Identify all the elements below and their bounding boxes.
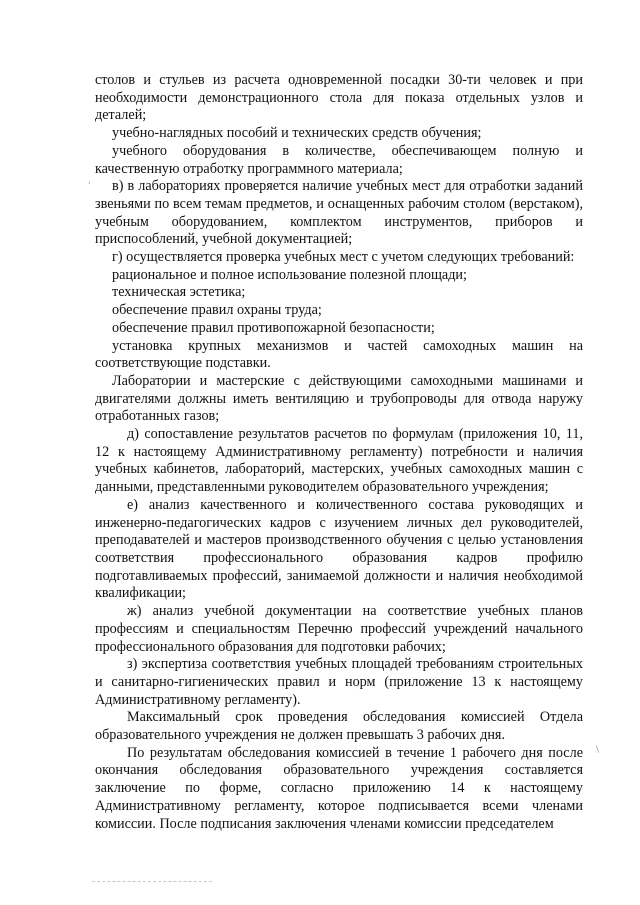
paragraph-1: столов и стульев из расчета одновременной посадки 30-ти человек и при необходимости демонстрационного стола для показа отдельных узлов и деталей; [95, 72, 583, 124]
paragraph-2: учебно-наглядных пособий и технических средств обучения; [112, 125, 482, 142]
paragraph-9: обеспечение правил противопожарной безопасности; [112, 319, 435, 336]
paragraph-6: рациональное и полное использование полезной площади; [112, 266, 467, 283]
scan-edge-line [92, 881, 212, 882]
paragraph-8: обеспечение правил охраны труда; [112, 302, 322, 319]
document-body [95, 72, 583, 833]
paragraph-5: г) осуществляется проверка учебных мест с учетом следующих требований: [112, 249, 575, 266]
paragraph-17: По результатам обследования комиссией в течение 1 рабочего дня после окончания обследования образовательного учреждения составляется заключение по форме, согласно приложению 14 к настоящему Административному регламенту, которое подписывается всеми членами комиссии. После подписания заключения членами комиссии председателем [95, 744, 583, 832]
paragraph-12: д) сопоставление результатов расчетов по формулам (приложения 10, 11, 12 к настоящему Административному регламенту) потребности и наличия учебных кабинетов, лабораторий, мастерских, учебных самоходных машин с данными, представленными руководителем образовательного учреждения; [95, 426, 583, 496]
paragraph-15: з) экспертиза соответствия учебных площадей требованиям строительных и санитарно-гигиенических правил и норм (приложение 13 к настоящему Административному регламенту). [95, 656, 583, 708]
paragraph-11: Лаборатории и мастерские с действующими самоходными машинами и двигателями должны иметь вентиляцию и трубопроводы для отвода наружу отработанных газов; [95, 372, 583, 425]
paragraph-10: установка крупных механизмов и частей самоходных машин на соответствующие подставки. [95, 337, 583, 372]
paragraph-7: техническая эстетика; [112, 284, 246, 301]
paragraph-3: учебного оборудования в количестве, обеспечивающем полную и качественную отработку программного материала; [95, 142, 583, 177]
paragraph-4: в) в лабораториях проверяется наличие учебных мест для отработки заданий звеньями по всем темам предметов, и оснащенных рабочим столом (верстаком), учебным оборудованием, комплектом инструментов, приборов и приспособлений, учебной документацией; [95, 178, 583, 248]
scan-speck: \ [596, 745, 600, 755]
paragraph-14: ж) анализ учебной документации на соответствие учебных планов профессиям и специальностям Перечню профессий учреждений начального профессионального образования для подготовки рабочих; [95, 603, 583, 655]
scan-speck: ' [88, 181, 91, 191]
paragraph-16: Максимальный срок проведения обследования комиссией Отдела образовательного учреждения не должен превышать 3 рабочих дня. [95, 709, 583, 744]
paragraph-13: е) анализ качественного и количественного состава руководящих и инженерно-педагогических кадров с изучением личных дел руководителей, преподавателей и мастеров производственного обучения с целью установления соответствия профессионального образования кадров профилю подготавливаемых профессий, занимаемой должности и наличия необходимой квалификации; [95, 496, 583, 602]
